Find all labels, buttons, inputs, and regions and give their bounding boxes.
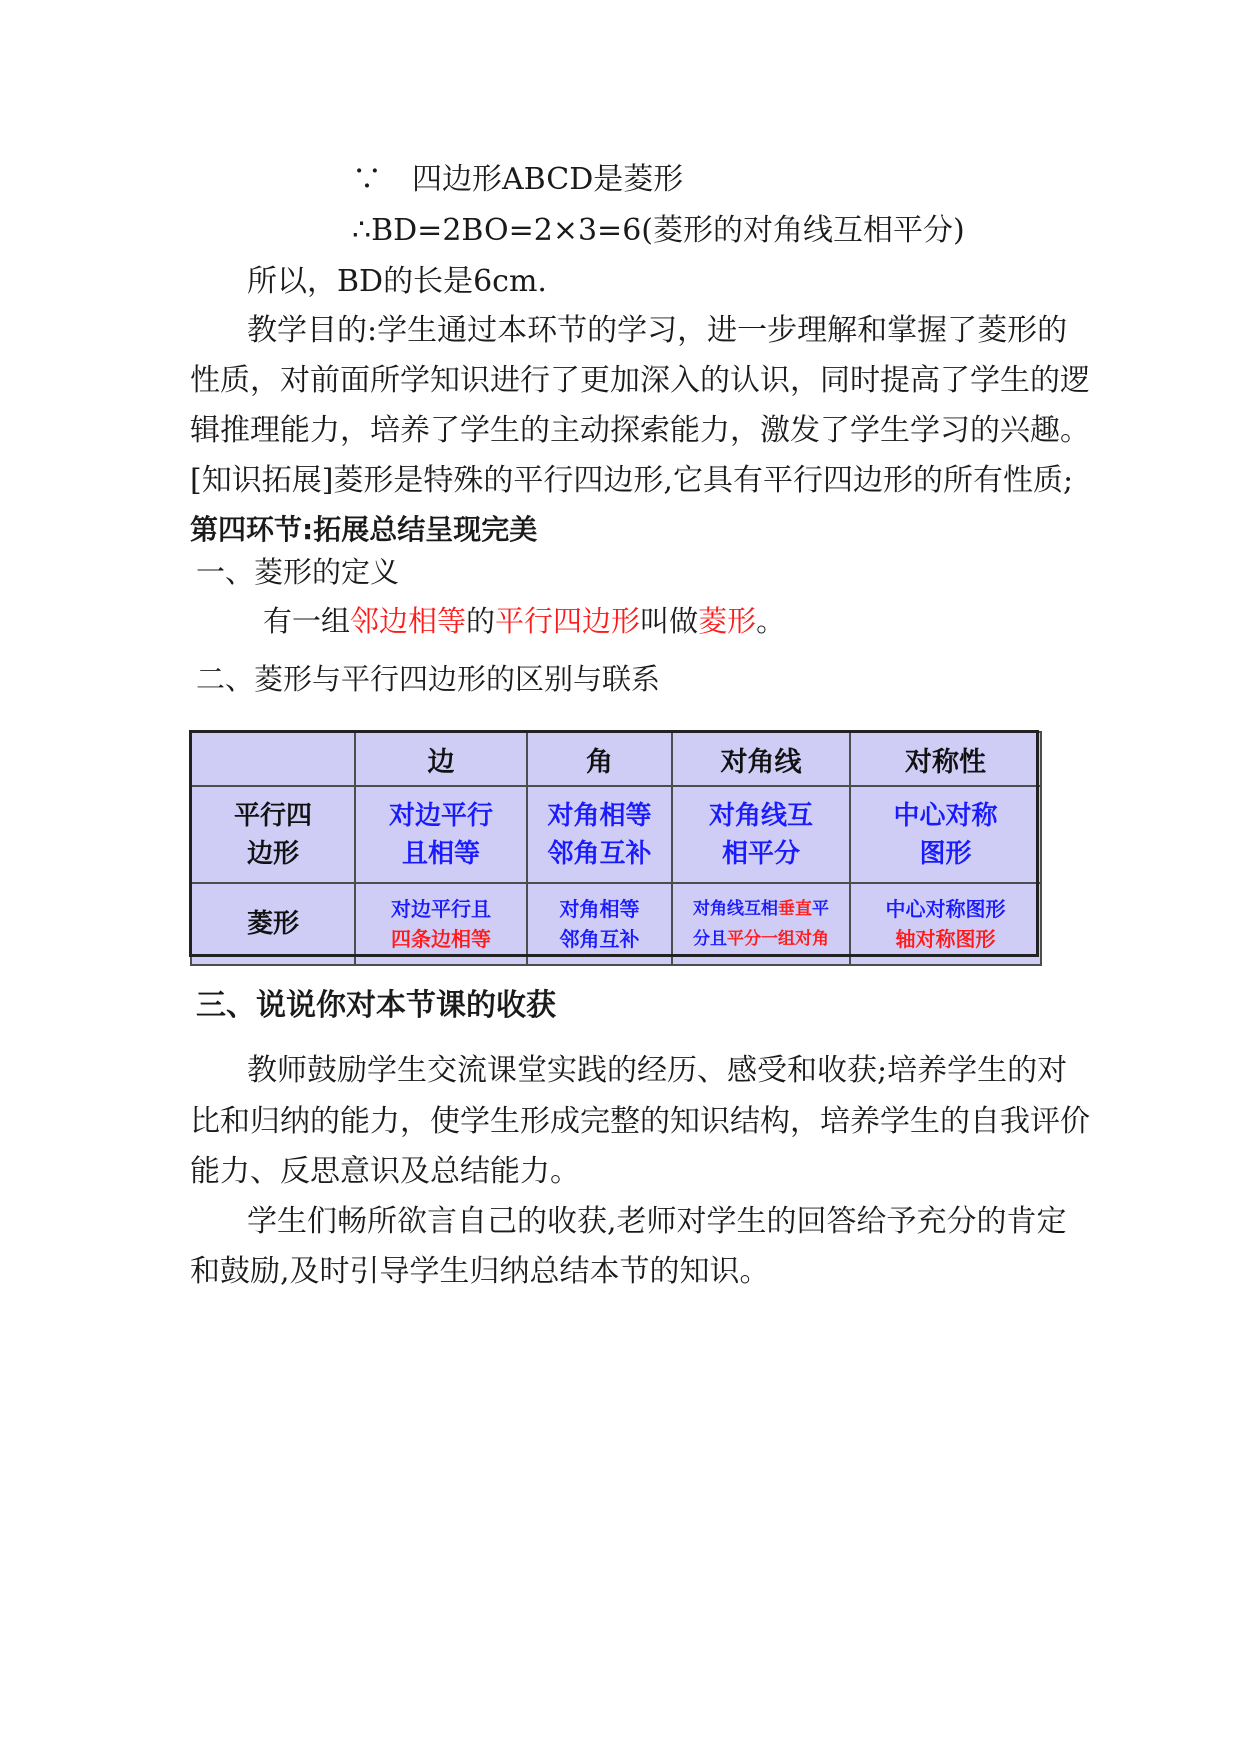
- cell-text-perpendicular: 垂直: [778, 899, 812, 919]
- section-title: 第四环节:拓展总结呈现完美: [190, 513, 538, 546]
- cell-line: 相平分: [721, 838, 800, 869]
- header-diagonal: 对角线: [672, 732, 850, 786]
- parallelogram-symmetry: [850, 786, 1041, 883]
- rhombus-angle: [527, 883, 672, 965]
- heading-definition: 一、菱形的定义: [196, 555, 400, 589]
- row-label-parallelogram: [191, 786, 355, 883]
- comparison-table: [190, 731, 1042, 966]
- cell-line: 对角相等: [547, 800, 652, 831]
- cell-text: 分且: [693, 929, 727, 949]
- cell-line: 邻角互补: [547, 838, 652, 869]
- definition-adjacent-sides-equal: 邻边相等: [350, 604, 467, 638]
- row-label-rhombus: 菱形: [191, 883, 355, 965]
- header-empty: [191, 732, 355, 786]
- definition-part-3: 的: [466, 604, 496, 638]
- cell-line: 图形: [919, 838, 972, 869]
- definition-part-5: 叫做: [640, 604, 699, 638]
- summary2-line-1: 学生们畅所欲言自己的收获,老师对学生的回答给予充分的肯定: [247, 1204, 1067, 1239]
- rhombus-definition: [263, 601, 785, 641]
- rhombus-side: [355, 883, 527, 965]
- parallelogram-diagonal: [672, 786, 850, 883]
- parallelogram-angle: [527, 786, 672, 883]
- summary1-line-1: 教师鼓励学生交流课堂实践的经历、感受和收获;培养学生的对: [247, 1053, 1068, 1088]
- cell-line: 中心对称: [893, 800, 998, 831]
- proof-conclusion: 所以，BD的长是6cm.: [247, 264, 547, 299]
- definition-parallelogram: 平行四边形: [495, 604, 641, 638]
- summary2-line-2: 和鼓励,及时引导学生归纳总结本节的知识。: [190, 1254, 770, 1289]
- heading-comparison: 二、菱形与平行四边形的区别与联系: [196, 662, 661, 696]
- definition-part-7: 。: [756, 604, 786, 638]
- knowledge-extension: [知识拓展]菱形是特殊的平行四边形,它具有平行四边形的所有性质;: [190, 463, 1074, 498]
- heading-harvest: 三、说说你对本节课的收获: [196, 988, 556, 1023]
- proof-because: ∵ 四边形ABCD是菱形: [352, 162, 684, 197]
- definition-rhombus: 菱形: [698, 604, 757, 638]
- cell-line: 轴对称图形: [895, 927, 996, 951]
- header-symmetry: 对称性: [850, 732, 1041, 786]
- teaching-goal-line-2: 性质，对前面所学知识进行了更加深入的认识，同时提高了学生的逻: [190, 363, 1090, 398]
- rhombus-symmetry: [850, 883, 1041, 965]
- cell-line: 四条边相等: [391, 927, 491, 951]
- cell-line: 且相等: [401, 838, 480, 869]
- table-header-row: [191, 732, 1041, 786]
- parallelogram-side: [355, 786, 527, 883]
- cell-text-bisect-angles: 平分一组对角: [727, 929, 829, 949]
- cell-line: 对角相等: [559, 897, 640, 921]
- label-line-1: 平行四: [233, 800, 312, 831]
- teaching-goal-line-3: 辑推理能力，培养了学生的主动探索能力，激发了学生学习的兴趣。: [190, 413, 1090, 448]
- teaching-goal-line-1: 教学目的:学生通过本环节的学习，进一步理解和掌握了菱形的: [247, 313, 1068, 348]
- cell-line: 对边平行且: [391, 897, 491, 921]
- header-side: 边: [355, 732, 527, 786]
- rhombus-diagonal: [672, 883, 850, 965]
- label-line-2: 边形: [246, 838, 299, 869]
- definition-part-1: 有一组: [263, 604, 351, 638]
- summary1-line-2: 比和归纳的能力，使学生形成完整的知识结构，培养学生的自我评价: [190, 1104, 1090, 1139]
- cell-line: 对角线互: [708, 800, 813, 831]
- table-row-parallelogram: [191, 786, 1041, 883]
- cell-text: 对角线互相: [693, 899, 778, 919]
- cell-line: 邻角互补: [559, 927, 640, 951]
- cell-line: 中心对称图形: [885, 897, 1006, 921]
- table-row-rhombus: [191, 883, 1041, 965]
- cell-line: 对边平行: [388, 800, 493, 831]
- summary1-line-3: 能力、反思意识及总结能力。: [190, 1154, 580, 1189]
- proof-therefore: ∴BD=2BO=2×3=6(菱形的对角线互相平分): [352, 213, 965, 248]
- header-angle: 角: [527, 732, 672, 786]
- cell-text: 平: [812, 899, 829, 919]
